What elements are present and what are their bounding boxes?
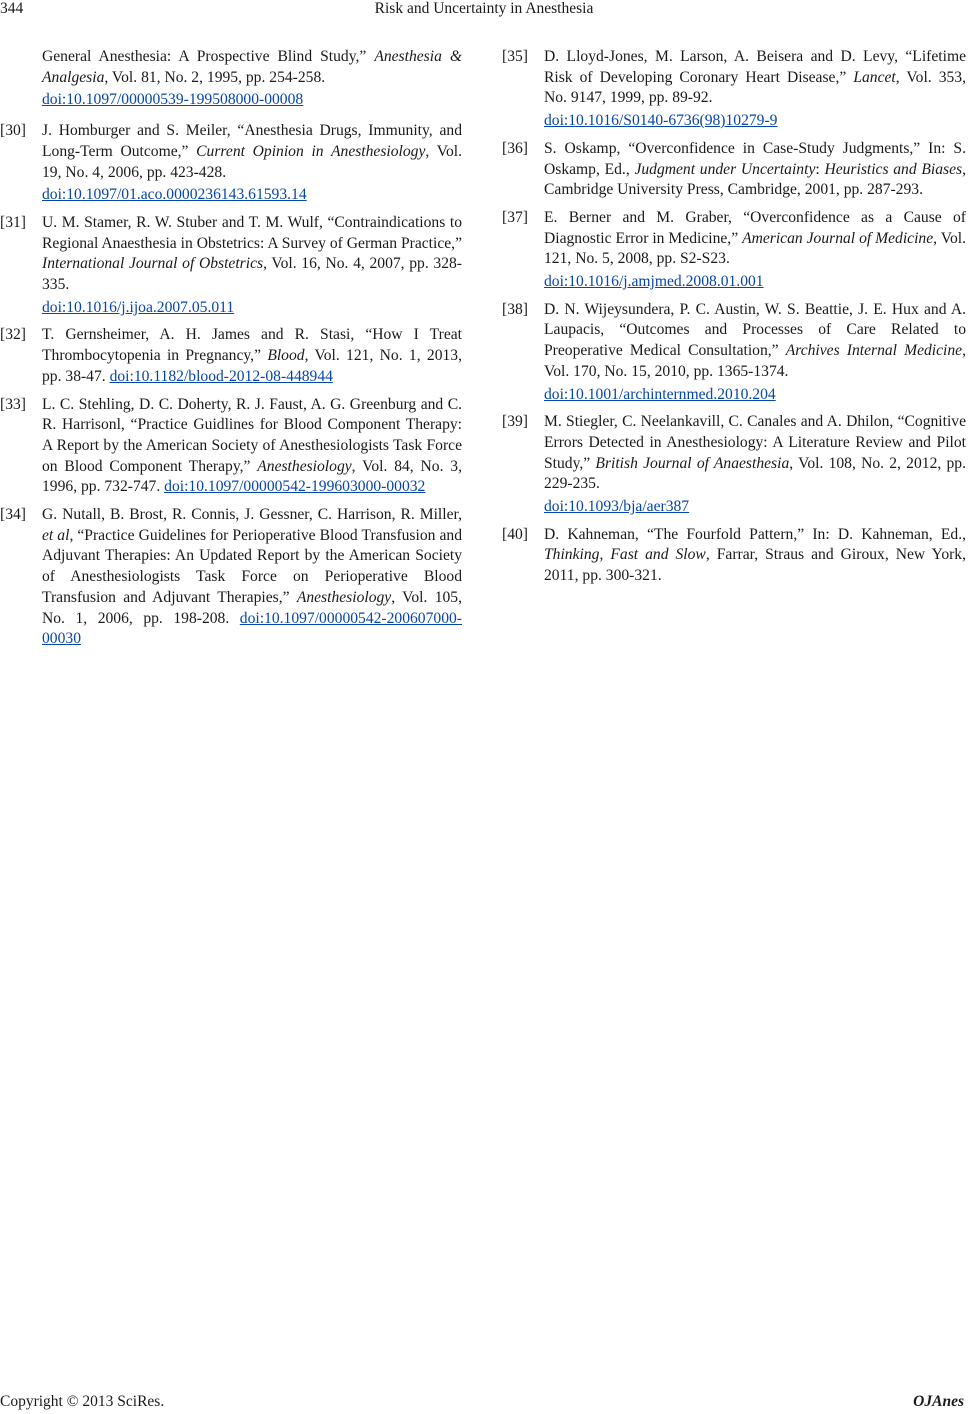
reference-number: [37] bbox=[502, 208, 528, 226]
left-column bbox=[0, 47, 462, 657]
reference-31: [31] U. M. Stamer, R. W. Stuber and T. M. Wulf, “Contraindications to Regional Anaesthesia in Obstetrics: A Survey of German Practice,” International Journal of Obstetrics, Vol. 16, No. 4, 2007, pp. 328-335. doi:10.1016/j.ijoa.2007.05.011 bbox=[0, 213, 462, 319]
reference-39: [39] M. Stiegler, C. Neelankavill, C. Canales and A. Dhilon, “Cognitive Errors Detected in Anesthesiology: A Literature Review and Pilot Study,” British Journal of Anaesthesia, Vol. 108, No. 2, 2012, pp. 229-235. doi:10.1093/bja/aer387 bbox=[502, 412, 966, 518]
reference-number: [39] bbox=[502, 413, 528, 431]
doi-link[interactable]: doi:10.1097/00000542-200607000-00030 bbox=[42, 609, 462, 648]
journal-abbreviation: OJAnes bbox=[913, 1393, 964, 1410]
reference-34: [34] G. Nutall, B. Brost, R. Connis, J. Gessner, C. Harrison, R. Miller, et al, “Practice Guidelines for Perioperative Blood Transfusion and Adjuvant Therapies: An Updated Report by the American Society of Anesthesiologists Task Force on Perioperative Blood Transfusion and Adjuvant Therapies,” Anesthesiology, Vol. 105, No. 1, 2006, pp. 198-208. doi:10.1097/00000542-200607000-00030 bbox=[0, 506, 462, 648]
reference-40: [40] D. Kahneman, “The Fourfold Pattern,” In: D. Kahneman, Ed., Thinking, Fast and Slow, Farrar, Straus and Giroux, New York, 2011, pp. 300-321. bbox=[502, 525, 967, 585]
page-number: 344 bbox=[0, 0, 24, 17]
copyright-notice: Copyright © 2013 SciRes. bbox=[0, 1393, 165, 1410]
doi-link[interactable]: doi:10.1016/j.ijoa.2007.05.011 bbox=[42, 298, 235, 316]
reference-number: [33] bbox=[0, 395, 26, 413]
doi-link[interactable]: doi:10.1182/blood-2012-08-448944 bbox=[109, 367, 333, 385]
reference-29-continued: General Anesthesia: A Prospective Blind Study,” Anesthesia & Analgesia, Vol. 81, No. 2, 1995, pp. 254-258. doi:10.1097/00000539-199508000-00008 bbox=[0, 47, 462, 111]
doi-link[interactable]: doi:10.1097/01.aco.0000236143.61593.14 bbox=[42, 186, 307, 204]
reference-number: [35] bbox=[502, 48, 528, 65]
doi-link[interactable]: doi:10.1016/S0140-6736(98)10279-9 bbox=[544, 112, 778, 130]
doi-link[interactable]: doi:10.1016/j.amjmed.2008.01.001 bbox=[544, 273, 764, 291]
reference-number: [40] bbox=[502, 525, 528, 543]
doi-link[interactable]: doi:10.1097/00000542-199603000-00032 bbox=[164, 478, 426, 496]
right-column bbox=[502, 47, 966, 594]
reference-number: [38] bbox=[502, 300, 528, 318]
running-title: Risk and Uncertainty in Anesthesia bbox=[374, 0, 594, 17]
reference-32: [32] T. Gernsheimer, A. H. James and R. Stasi, “How I Treat Thrombocytopenia in Pregnancy,” Blood, Vol. 121, No. 1, 2013, pp. 38-47. doi:10.1182/blood-2012-08-448944 bbox=[0, 326, 462, 385]
reference-30: [30] J. Homburger and S. Meiler, “Anesthesia Drugs, Immunity, and Long-Term Outcome,” Current Opinion in Anesthesiology, Vol. 19, No. 4, 2006, pp. 423-428. doi:10.1097/01.aco.0000236143.61593.14 bbox=[0, 121, 462, 206]
doi-link[interactable]: doi:10.1097/00000539-199508000-00008 bbox=[42, 91, 304, 109]
reference-number: [34] bbox=[0, 506, 26, 524]
reference-number: [30] bbox=[0, 122, 26, 140]
reference-36: [36] S. Oskamp, “Overconfidence in Case-Study Judgments,” In: S. Oskamp, Ed., Judgment under Uncertainty: Heuristics and Biases, Cambridge University Press, Cambridge, 2001, pp. 287-293. bbox=[502, 139, 966, 199]
doi-link[interactable]: doi:10.1093/bja/aer387 bbox=[544, 498, 690, 516]
doi-link[interactable]: doi:10.1001/archinternmed.2010.204 bbox=[544, 385, 776, 403]
reference-38: [38] D. N. Wijeysundera, P. C. Austin, W. S. Beattie, J. E. Hux and A. Laupacis, “Outcomes and Processes of Care Related to Preoperative Medical Consultation,” Archives Internal Medicine, Vol. 170, No. 15, 2010, pp. 1365-1374. doi:10.1001/archinternmed.2010.204 bbox=[502, 300, 966, 406]
reference-number: [36] bbox=[502, 139, 528, 157]
reference-number: [32] bbox=[0, 326, 26, 344]
page-header bbox=[0, 0, 968, 22]
reference-number: [31] bbox=[0, 213, 26, 231]
reference-37: [37] E. Berner and M. Graber, “Overconfidence as a Cause of Diagnostic Error in Medicine,” American Journal of Medicine, Vol. 121, No. 5, 2008, pp. S2-S23. doi:10.1016/j.amjmed.2008.01.001 bbox=[502, 208, 966, 293]
reference-35: [35] D. Lloyd-Jones, M. Larson, A. Beisera and D. Levy, “Lifetime Risk of Developing Coronary Heart Disease,” Lancet, Vol. 353, No. 9147, 1999, pp. 89-92. doi:10.1016/S0140-6736(98)10279-9 bbox=[502, 47, 966, 132]
reference-33: [33] L. C. Stehling, D. C. Doherty, R. J. Faust, A. G. Greenburg and C. R. Harrisonl, “Practice Guidlines for Blood Component Therapy: A Report by the American Society of Anesthesiologists Task Force on Blood Component Therapy,” Anesthesiology, Vol. 84, No. 3, 1996, pp. 732-747. doi:10.1097/00000542-199603000-00032 bbox=[0, 395, 462, 496]
